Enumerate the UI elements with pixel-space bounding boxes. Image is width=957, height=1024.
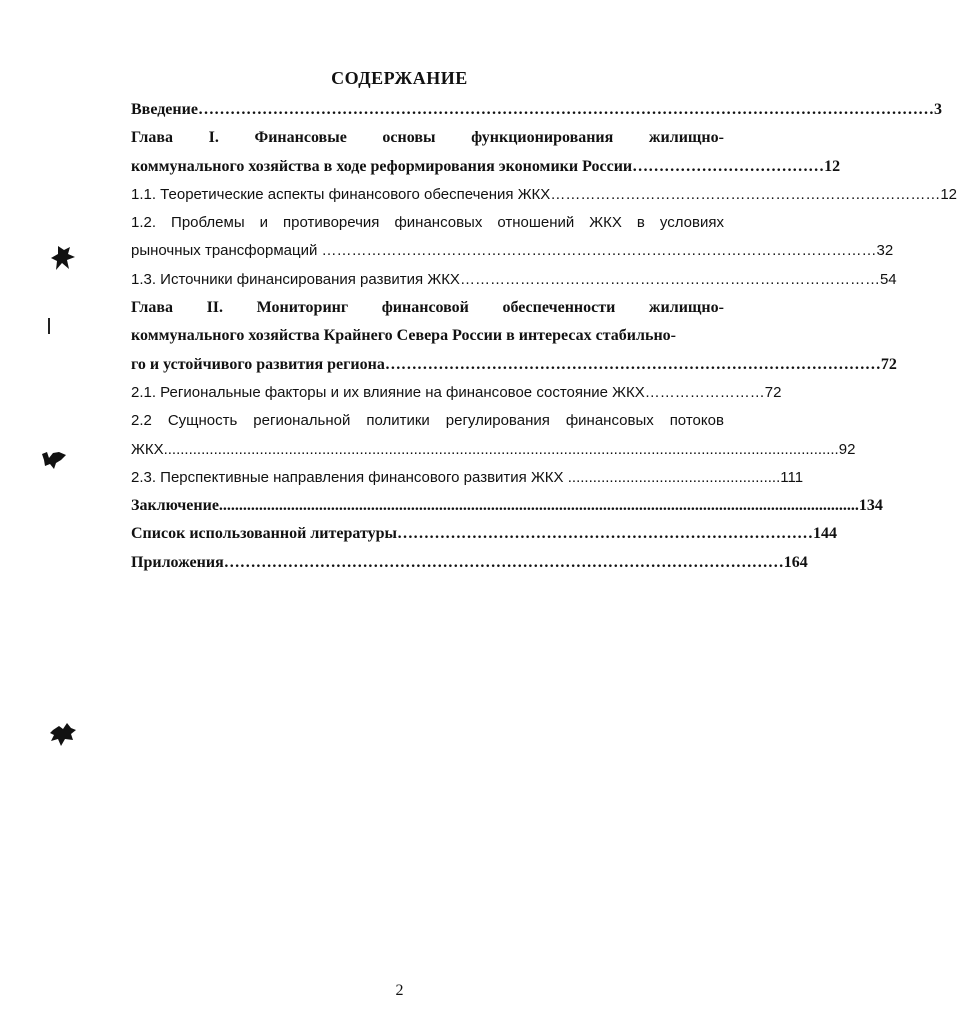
toc-word: Глава [131,129,173,147]
toc-entry-1-3[interactable] [131,266,897,294]
toc-page: 144 [813,525,837,543]
toc-page: 72 [880,355,897,373]
toc-word: Глава [131,299,173,317]
toc-page: 3 [933,101,942,118]
toc-word: регулирования [445,412,550,430]
toc-word: противоречия [283,214,380,232]
toc-title: СОДЕРЖАНИЕ [331,68,468,88]
toc-entry-chapter-1-cont[interactable] [131,153,841,181]
toc-entry-chapter-2-cont[interactable] [131,322,724,350]
toc-label: Приложения [131,553,224,571]
toc-word: Финансовые [254,129,347,147]
toc-entry-1-1[interactable] [131,181,957,209]
toc-page: 164 [783,553,808,571]
toc-entry-appendix[interactable] [131,549,808,577]
toc-leader: ………………………………………………………………………… [459,270,880,288]
toc-word: финансовой [381,299,469,317]
ink-blot-3 [49,722,77,748]
toc-leader: ……………………………… [632,157,825,175]
toc-page: 72 [764,383,782,401]
toc-entry-2-1[interactable] [131,379,782,407]
toc-page: 32 [876,242,894,260]
toc-word: жилищно- [648,299,724,317]
toc-word: I. [208,129,219,147]
toc-word: в [636,214,645,232]
toc-entry-intro[interactable] [131,96,942,124]
toc-word: Мониторинг [256,299,349,317]
toc-label: ЖКХ [131,440,164,458]
toc-page: 111 [780,468,804,486]
toc-word: 1.2. [131,214,157,232]
toc-word: ЖКХ [589,214,622,232]
toc-word: Сущность [167,412,238,430]
toc-page: 12 [824,157,841,175]
toc-page: 54 [879,270,897,288]
toc-entry-chapter-1[interactable] [131,124,724,152]
toc-word: функционирования [471,129,614,147]
toc-word: отношений [497,214,575,232]
toc-leader: ................................................... [563,468,781,486]
toc-word: финансовых [565,412,654,430]
toc-word: финансовых [394,214,483,232]
toc-entry-1-2[interactable] [131,209,724,237]
toc-word: политики [366,412,430,430]
toc-label: коммунального хозяйства Крайнего Севера России в интересах стабильно- [131,327,676,345]
toc-page: 134 [858,497,883,515]
toc-page: 12 [940,185,957,203]
toc-entry-1-2-cont[interactable] [131,237,894,265]
toc-label: Заключение [131,497,219,515]
page-number: 2 [395,982,404,999]
toc-entry-chapter-2[interactable] [131,294,724,322]
toc-word: региональной [253,412,351,430]
toc-leader: ………………………………………………………………………………………………………………………… [197,101,934,118]
toc-word: основы [382,129,436,147]
toc-leader: …………………………………………………………………………………………… [223,553,784,571]
toc-entry-2-3[interactable] [131,464,804,492]
toc-entry-2-2[interactable] [131,407,724,435]
toc-leader: ………………………………………………………………………………………………… [317,242,877,260]
toc-label: Список использованной литературы [131,525,397,543]
toc-label: 2.3. Перспективные направления финансового развития ЖКХ [131,468,564,486]
toc-label: 2.1. Региональные факторы и их влияние на финансовое состояние ЖКХ [131,383,645,401]
toc-label: Введение [131,101,198,118]
toc-word: 2.2 [131,412,152,430]
toc-page: 92 [838,440,856,458]
toc-label: 1.1. Теоретические аспекты финансового обеспечения ЖКХ [131,185,551,203]
toc-word: II. [206,299,224,317]
toc-label: 1.3. Источники финансирования развития ЖКХ [131,270,460,288]
toc-label: го и устойчивого развития региона [131,355,385,373]
toc-word: потоков [669,412,724,430]
toc-entry-conclusion[interactable] [131,492,883,520]
toc-leader: …………………… [644,383,765,401]
toc-word: Проблемы [171,214,245,232]
toc-label: коммунального хозяйства в ходе реформирования экономики России [131,157,633,175]
toc-entry-chapter-2-cont2[interactable] [131,351,897,379]
toc-label: рыночных трансформаций [131,242,318,260]
toc-word: жилищно- [648,129,724,147]
toc-leader: …………………………………………………………………… [550,185,941,203]
toc-leader: ................................................................................................................................................................ [218,497,859,515]
ink-mark-1 [46,318,52,334]
ink-blot-2 [41,450,67,470]
toc-leader: .................................................................................................................................................................. [163,440,839,458]
toc-leader: ………………………………………………………………………………… [384,355,881,373]
toc-word: и [259,214,269,232]
toc-leader: …………………………………………………………………… [397,525,813,543]
toc-word: условиях [659,214,724,232]
table-of-contents [131,96,957,577]
toc-entry-references[interactable] [131,520,837,548]
ink-blot-1 [50,244,76,272]
toc-word: обеспеченности [502,299,616,317]
toc-entry-2-2-cont[interactable] [131,436,856,464]
